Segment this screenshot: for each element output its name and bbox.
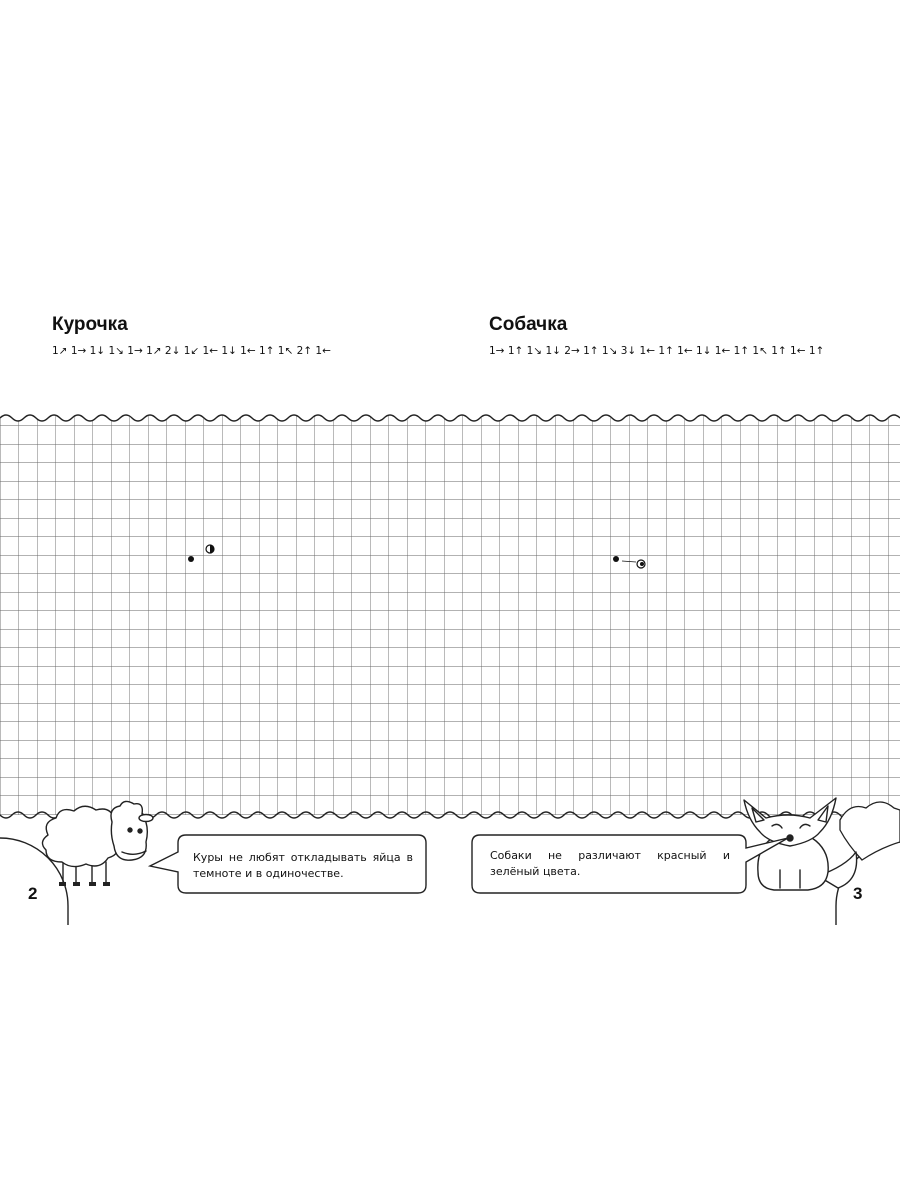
bush-right — [840, 802, 900, 860]
instructions-chicken: 1↗ 1→ 1↓ 1↘ 1→ 1↗ 2↓ 1↙ 1← 1↓ 1← 1↑ 1↖ 2↑ 1← — [52, 345, 331, 357]
fact-text-chicken: Куры не любят откладывать яйца в темноте и в одиночестве. — [193, 851, 413, 880]
sheep-icon — [42, 801, 153, 886]
page-number-left: 2 — [28, 884, 38, 903]
page-number-right: 3 — [853, 884, 863, 903]
fact-text-dog: Собаки не различают красный и зелёный цвета. — [490, 849, 730, 878]
wavy-border-top — [0, 415, 900, 421]
instructions-dog: 1→ 1↑ 1↘ 1↓ 2→ 1↑ 1↘ 3↓ 1← 1↑ 1← 1↓ 1← 1↑ 1↖ 1↑ 1← 1↑ — [489, 345, 825, 357]
page-title-chicken: Курочка — [52, 314, 128, 335]
page-title-dog: Собачка — [489, 314, 568, 335]
grid-field[interactable] — [0, 405, 900, 815]
